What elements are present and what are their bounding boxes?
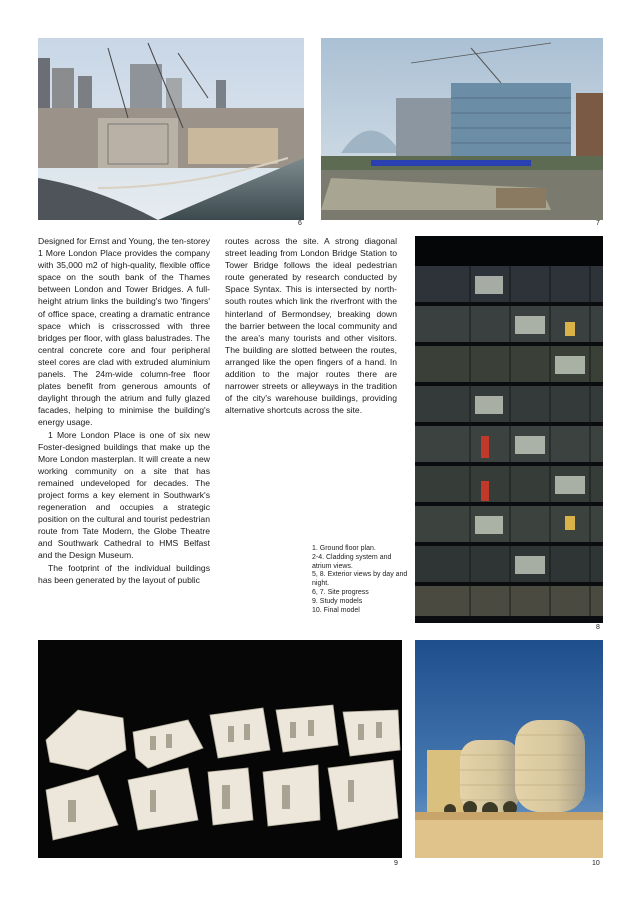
figure-6-number: 6	[298, 220, 302, 227]
figure-9-study-models-photo	[38, 640, 402, 858]
figure-10-final-model-photo	[415, 640, 603, 858]
figure-10-number: 10	[592, 860, 600, 867]
body-paragraph: Designed for Ernst and Young, the ten-storey 1 More London Place provides the company with 35,000 m2 of high-quality, flexible office space on the south bank of the Thames between London and Tower Bridges. A full-height atrium links the building's two 'fingers' of office space, creating a dramatic entrance space which is crisscrossed with three bridges per floor, with glass balustrades. The central concrete core and four peripheral steel cores are clad with extruded aluminium panels. The 24m-wide column-free floor plates benefit from generous amounts of daylight through the atrium and fully glazed facades, helping to minimise the building's energy usage.	[38, 236, 210, 428]
caption-item: 9. Study models	[312, 597, 363, 605]
body-text-column-1	[38, 235, 210, 586]
figure-7-number: 7	[596, 220, 600, 227]
caption-item: 6, 7. Site progress	[312, 588, 369, 596]
body-text-column-2	[225, 235, 397, 416]
figure-7-site-progress-photo	[321, 38, 603, 220]
caption-item: 5, 8. Exterior views by day and night.	[312, 571, 408, 588]
figure-9-number: 9	[394, 860, 398, 867]
body-paragraph: The footprint of the individual buildings has been generated by the layout of public	[38, 562, 210, 585]
caption-item: 2-4. Cladding system and atrium views.	[312, 553, 392, 570]
caption-item: 1. Ground floor plan.	[312, 545, 376, 552]
figure-captions	[312, 545, 412, 615]
figure-8-number: 8	[596, 624, 600, 631]
caption-item: 10. Final model	[312, 606, 360, 614]
figure-6-site-progress-photo	[38, 38, 304, 220]
body-paragraph: routes across the site. A strong diagonal street leading from London Bridge Station to Tower Bridge follows the ideal pedestrian route generated by research conducted by Space Syntax. This is intersected by north-south routes which link the riverfront with the hinterland of Bermondsey, breaking down the barrier between the local community and the area's many tourists and other visitors. The building are slotted between the routes, arranged like the open fingers of a hand. In addition to the major routes there are narrower streets or alleyways in the tradition of the city's warehouse buildings, providing alternative shortcuts across the site.	[225, 236, 397, 416]
figure-8-night-exterior-photo	[415, 236, 603, 623]
body-paragraph: 1 More London Place is one of six new Foster-designed buildings that make up the More London masterplan. It will create a new working community on a site that has remained undeveloped for decades. The project forms a key element in Southwark's regeneration and occupies a strategic position on the cultural and tourist pedestrian route from Tate Modern, the Globe Theatre and Southwark Cathedral to HMS Belfast and the Design Museum.	[38, 429, 210, 561]
